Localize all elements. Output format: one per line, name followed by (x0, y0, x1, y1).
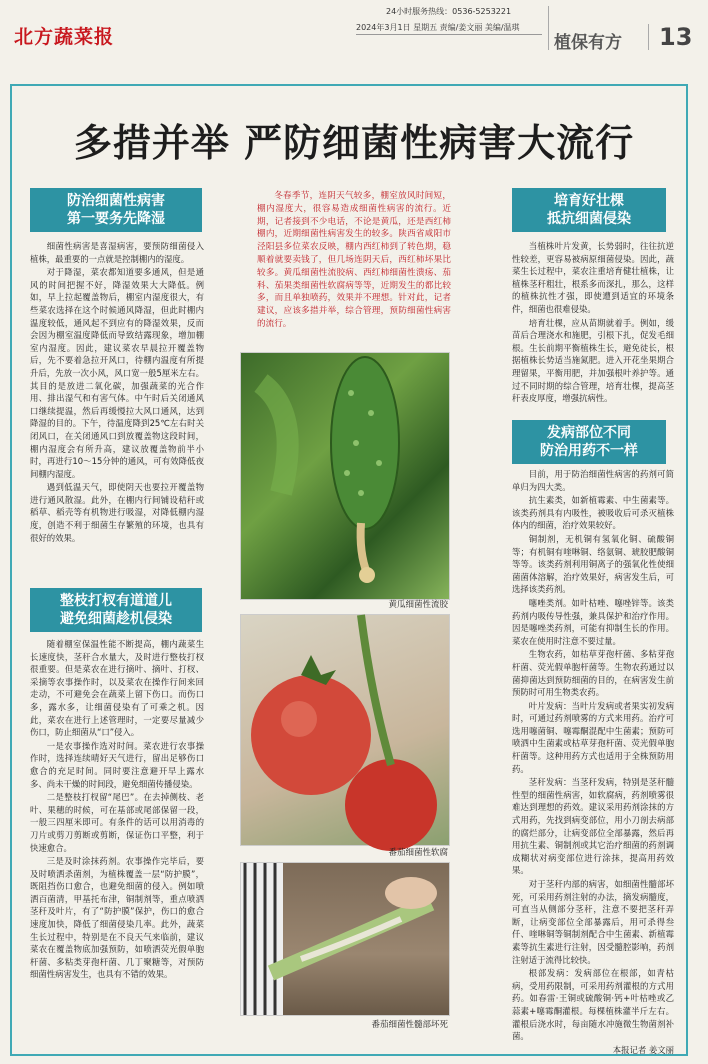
paragraph: 二是整枝打杈留“尾巴”。在去掉侧枝、老叶、果穗的时候，可在基部或尾部保留一段，一般三四厘米即可。有条件的话可以用消毒的刀片或剪刀剪断或剪断，保证伤口平整，利于快速愈合。 (30, 792, 204, 853)
paragraph: 遇到低温天气，即使阴天也要拉开覆盖物进行通风散湿。此外，在棚内行间铺设秸秆或稻草、稻壳等有机物进行吸湿，对降低棚内湿度，创造不利于细菌生存繁殖的环境，也具有很好的效果。 (30, 482, 204, 543)
newspaper-logo: 北方蔬菜报 (14, 26, 115, 48)
subhead-line: 整枝打杈有道道儿 (60, 593, 172, 609)
paragraph: 一是农事操作选对时间。菜农进行农事操作时，选择连续晴好天气进行，留出足够伤口愈合的充足时间。同时要注意避开早上露水多、尚未干燥的时间段，避免细菌传播侵染。 (30, 740, 204, 789)
subhead-line: 第一要务先降湿 (67, 211, 165, 227)
paragraph: 培育壮棵，应从苗期就着手。例如，缓苗后合理浇水和施肥，引根下扎，促发毛细根。生长前期平衡植株生长，避免徒长，根据植株长势适当施氮肥。进入开花坐果期合理留果，平衡用肥，并加强根叶养护等。通过不同时期的综合管理，培育壮棵，提高茎秆表皮厚度，增强抗病性。 (512, 317, 674, 404)
intro-text: 冬春季节，连阴天气较多，棚室放风时间短，棚内湿度大，很容易造成细菌性病害的流行。近期，记者接到不少电话，不论是黄瓜，还是西红柿棚内，近期细菌性病害发生的较多。陕西省咸阳市泾阳县多位菜农反映，棚内西红柿到了转色期，稳顺着就要卖钱了，但几场连阴天后，西红柿坏果比较多。黄瓜细菌性流胶病、西红柿细菌性溃疡、茄科、茄果类细菌性软腐病等等，近期发生的都比较多，而且单独喷药，效果并不理想。针对此，记者建议，应该多措并举，综合管理，预防细菌性病害的流行。 (257, 191, 451, 329)
dateline: 2024年3月1日 星期五 责编/姜文丽 美编/温琪 (356, 23, 520, 32)
byline: 本报记者 姜文丽 (612, 1044, 674, 1055)
subhead-line: 防治细菌性病害 (67, 193, 165, 209)
paragraph: 三是及时涂抹药剂。农事操作完毕后，要及时喷洒杀菌剂，为植株覆盖一层“防护膜”，既阻挡伤口愈合，也避免细菌的侵入。例如喷洒百菌清，甲基托布津，铜制剂等，重点喷洒茎秆及叶片，有了“防护膜”保护，伤口的愈合速度加快，降低了细菌侵染几率。此外，蔬菜生长过程中，特别是在不良天气来临前，建议菜农在覆盖物底加强预防，如喷洒荧光假单胞杆菌、多粘类芽孢杆菌、几丁聚糖等，对预防细菌性病害发生，也具有不错的效果。 (30, 856, 204, 980)
subhead-line: 避免细菌趁机侵染 (60, 611, 172, 627)
subhead-medication (512, 420, 666, 464)
paragraph: 目前，用于防治细菌性病害的药剂可简单归为四大类。 (512, 469, 674, 492)
subhead-line: 防治用药不一样 (540, 443, 638, 459)
photo-tomato-pith-necrosis (240, 862, 450, 1016)
subhead-line: 抵抗细菌侵染 (547, 211, 631, 227)
masthead (0, 0, 708, 60)
article-section-pruning (30, 638, 204, 1038)
headline: 多措并举 严防细菌性病害大流行 (73, 121, 635, 165)
section-name: 植保有方 (554, 33, 622, 53)
paragraph: 对于茎秆内部的病害，如细菌性髓部坏死，可采用药剂注射的办法，摘发病髓度，可直当从侧部分茎秆，注意不要把茎秆弄断，让病变部位全部暴露后，用可杀得叁仟、喹啉铜等铜制剂配合中生菌素、新植霉素等抗生素进行注射，因受髓腔影响，药剂注射适于流得比较快。 (512, 879, 674, 965)
subhead-dehumidify (30, 188, 202, 232)
article-section-medication (512, 468, 674, 1055)
tomato-illustration (241, 615, 449, 845)
subhead-pruning (30, 588, 202, 632)
paragraph: 茎秆发病：当茎秆发病，特别是茎秆髓性型的细菌性病害，如软腐病，药剂喷雾很难达到理想的药效。建议采用药剂涂抹的方式用药，先找到病变部位，用小刀剖去病部的腐烂部分，让病变部位全部暴露，然后再用抗生素、铜制剂或其它治疗细菌的药剂调成糊状对病变部位进行涂抹，提高用药效果。 (512, 777, 674, 876)
stem-illustration (241, 863, 449, 1015)
subhead-strong-plants (512, 188, 666, 232)
header-separator (548, 6, 549, 50)
paragraph: 铜制剂，无机铜有氢氧化铜、硫酸铜等；有机铜有喹啉铜、络氨铜、琥胶肥酸铜等等。该类药剂利用铜离子的强氧化性使细菌菌体溶解，治疗效果好，病害发生后，可选择该类药剂。 (512, 533, 674, 595)
paragraph: 细菌性病害是喜湿病害，要预防细菌侵入植株，最重要的一点就是控制棚内的湿度。 (30, 241, 204, 264)
subhead-line: 发病部位不同 (547, 425, 631, 441)
hotline: 24小时服务热线：0536-5253221 (386, 7, 512, 16)
paragraph: 随着棚室保温性能不断提高，棚内蔬菜生长速度快，茎秆合水量大，及时进行整枝打杈很重要。但是菜农在进行摘叶、摘叶、打杈、采摘等农事操作时，以及菜农在操作行间来回走动，不可避免会在蔬菜上留下伤口。而伤口多，露水多，让细菌侵染有了可乘之机。因此，菜农在进行上述管理时，一定要尽量减少伤口，防止细菌从“口”侵入。 (30, 639, 204, 738)
subhead-line: 培育好壮棵 (554, 193, 624, 209)
caption-tomato-soft-rot: 番茄细菌性软腐 (388, 848, 448, 858)
paragraph: 当植株叶片发黄，长势弱时，往往抗逆性较差，更容易被病原细菌侵染。因此，蔬菜生长过程中，菜农注重培育健壮植株，让植株茎秆粗壮，根系多而深扎，那么，这样的植株抗性才强，即使遭到适宜的环境条件，细菌也很难侵染。 (512, 241, 674, 314)
paragraph: 抗生素类，如新植霉素、中生菌素等。该类药剂具有内吸性，被吸收后可杀灭植株体内的细菌，治疗效果较好。 (512, 495, 674, 531)
caption-cucumber: 黄瓜细菌性流胶 (388, 600, 448, 610)
article-section-dehumidify (30, 240, 204, 576)
paragraph: 根部发病：发病部位在根部，如青枯病，受用药限制，可采用药剂灌根的方式用药。如春雷·王铜或硫酸铜·钙+叶枯唑或乙蒜素+噻霉酮灌根。每棵植株灌半斤左右。灌根后浇水时，每亩随水冲施微生物菌剂补菌。 (512, 968, 674, 1042)
paragraph: 对于降湿，菜农都知道要多通风，但是通风的时间把握不好，降湿效果大大降低。例如，早上拉起覆盖物后，棚室内湿度很大，有些菜农选择在这个时候通风降湿，但此时棚内温度较低，通风起不到应有的降湿效果，反而会因为棚室温度降低而导致结露现象，增加棚室内湿度。因此，建议菜农早晨拉开覆盖物后，先不要着急拉开风口，待棚内温度有所提升后，先放一次小风，风口宽一般5厘米左右。其目的是放进二氧化碳，加强蔬菜的光合作用、排出湿气和有害气体。中午时后关闭通风口继续提温，然后再缓慢拉大风口通风，达到降湿的目的。下午，待温度降到25℃左右时关闭风口，在关闭通风口到放覆盖物这段时间，棚内湿度会有所升高，建议放覆盖物前半小时，再进行10～15分钟的通风，可有效降低夜间棚内湿度。 (30, 267, 204, 479)
photo-cucumber (240, 352, 450, 600)
cucumber-illustration (241, 353, 449, 599)
paragraph: 叶片发病：当叶片发病或者果实初发病时，可通过药剂喷雾的方式来用药。治疗可选用噻菌铜、噻霉酮混配中生菌素；预防可喷洒中生菌素或枯草芽孢杆菌、荧光假单胞杆菌等。这种用药方式也适用于全株预防用药。 (512, 700, 674, 774)
paragraph: 生物农药，如枯草芽孢杆菌、多粘芽孢杆菌、荧光假单胞杆菌等。生物农药通过以菌抑菌达到预防细菌的目的，在病害发生前预防时可用生物类农药。 (512, 649, 674, 698)
article-section-strong-plants (512, 240, 674, 412)
intro-paragraph (257, 190, 451, 331)
header-divider (356, 34, 542, 35)
photo-tomato-soft-rot (240, 614, 450, 846)
paragraph: 噻唑类剂。如叶枯唑、噻唑锌等。该类药剂内吸传导性强，兼具保护和治疗作用。因是噻唑类药剂，可能有抑制生长的作用。菜农在使用时注意不要过量。 (512, 597, 674, 646)
page-number: 13 (648, 24, 692, 50)
caption-tomato-pith-necrosis: 番茄细菌性髓部坏死 (371, 1020, 448, 1030)
